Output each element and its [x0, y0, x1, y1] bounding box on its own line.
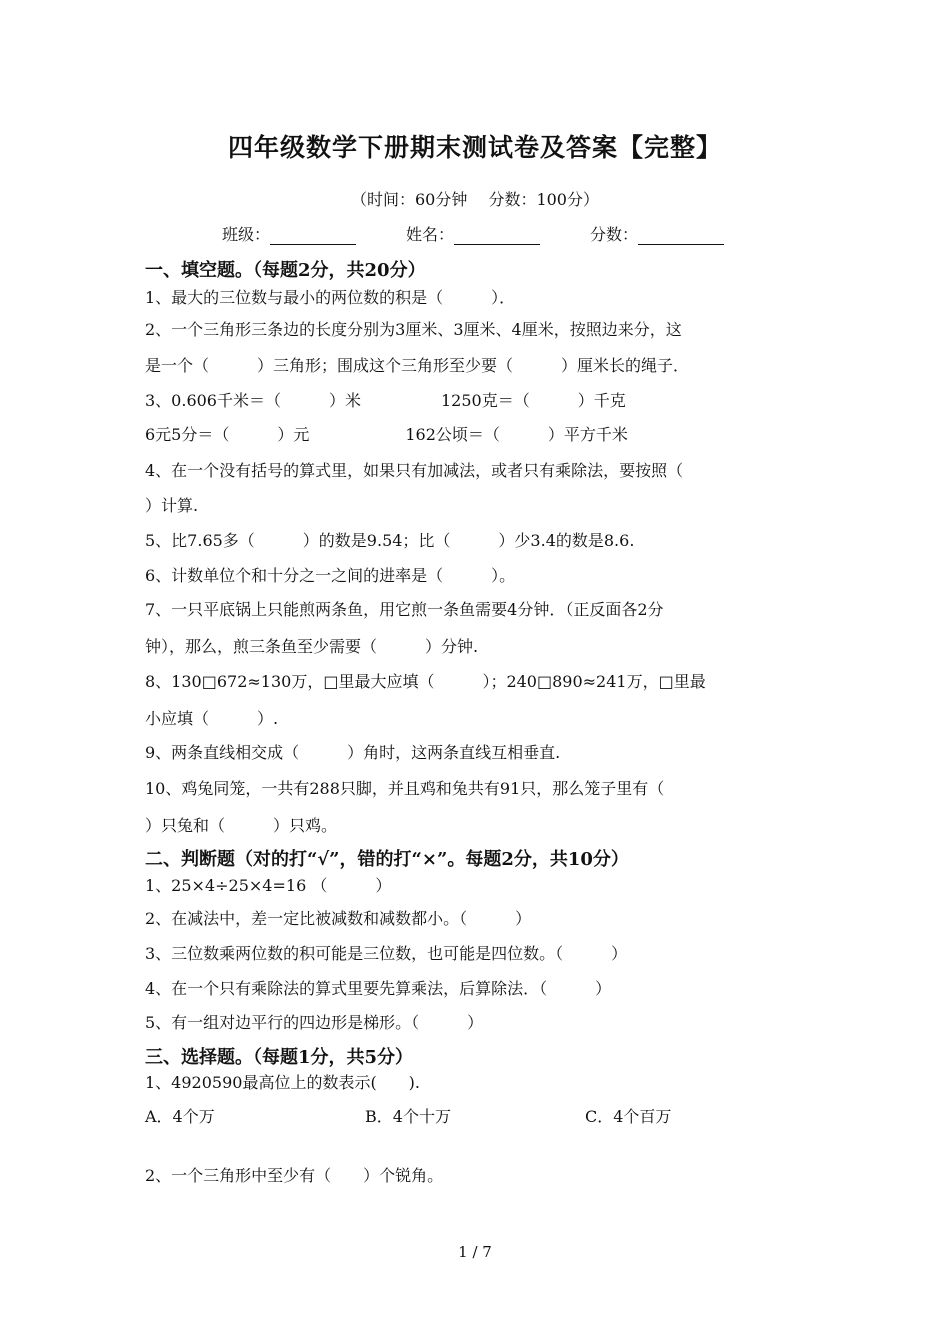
- class-field: [222, 222, 356, 245]
- name-blank[interactable]: [454, 228, 540, 245]
- question-line: 3、0.606千米＝（ ）米 1250克＝（ ）千克: [145, 391, 626, 410]
- question-line: 5、有一组对边平行的四边形是梯形。（ ）: [145, 1013, 484, 1032]
- section1-heading: 一、填空题。（每题2分，共20分）: [145, 260, 426, 281]
- question-line: 1、最大的三位数与最小的两位数的积是（ ）．: [145, 288, 516, 307]
- option-c: C．4个百万: [585, 1107, 672, 1126]
- section2-heading: 二、判断题（对的打“√”，错的打“×”。每题2分，共10分）: [145, 849, 629, 870]
- question-line: 4、在一个没有括号的算式里，如果只有加减法，或者只有乘除法，要按照（: [145, 461, 684, 480]
- page-title: 四年级数学下册期末测试卷及答案【完整】: [227, 133, 722, 162]
- score-label: 分数：: [590, 225, 639, 244]
- class-blank[interactable]: [270, 228, 356, 245]
- question-line: 小应填（ ）.: [145, 709, 279, 728]
- class-label: 班级：: [222, 225, 271, 244]
- score-blank[interactable]: [638, 228, 724, 245]
- question-line: 1、25×4÷25×4=16 （ ）: [145, 876, 392, 895]
- question-line: 6元5分＝（ ）元 162公顷＝（ ）平方千米: [145, 425, 628, 444]
- question-line: ）只兔和（ ）只鸡。: [145, 816, 338, 835]
- name-field: [406, 222, 540, 245]
- question-line: 10、鸡兔同笼，一共有288只脚，并且鸡和兔共有91只，那么笼子里有（: [145, 779, 665, 798]
- question-line: 是一个（ ）三角形；围成这个三角形至少要（ ）厘米长的绳子．: [145, 356, 690, 375]
- score-field: [590, 222, 724, 245]
- option-b: B．4个十万: [365, 1107, 451, 1126]
- section3-heading: 三、选择题。（每题1分，共5分）: [145, 1047, 414, 1068]
- question-line: 7、一只平底锅上只能煎两条鱼，用它煎一条鱼需要4分钟．（正反面各2分: [145, 600, 664, 619]
- question-line: 6、计数单位个和十分之一之间的进率是（ ）。: [145, 566, 516, 585]
- question-line: 2、一个三角形中至少有（ ）个锐角。: [145, 1166, 444, 1185]
- question-line: 2、在减法中，差一定比被减数和减数都小。（ ）: [145, 909, 532, 928]
- question-line: 钟），那么，煎三条鱼至少需要（ ）分钟.: [145, 637, 479, 656]
- page-number: 1 / 7: [458, 1243, 492, 1261]
- student-info-row: [222, 222, 724, 245]
- question-line: 2、一个三角形三条边的长度分别为3厘米、3厘米、4厘米，按照边来分，这: [145, 320, 682, 339]
- option-a: A．4个万: [145, 1107, 215, 1126]
- name-label: 姓名：: [406, 225, 455, 244]
- question-line: 5、比7.65多（ ）的数是9.54；比（ ）少3.4的数是8.6.: [145, 531, 635, 550]
- question-line: ）计算.: [145, 496, 199, 515]
- question-line: 8、130□672≈130万，□里最大应填（ ）；240□890≈241万，□里最: [145, 672, 706, 691]
- exam-time-score: （时间：60分钟 分数：100分）: [351, 190, 599, 209]
- question-line: 3、三位数乘两位数的积可能是三位数，也可能是四位数。（ ）: [145, 944, 628, 963]
- question-line: 9、两条直线相交成（ ）角时，这两条直线互相垂直.: [145, 743, 561, 762]
- question-line: 1、4920590最高位上的数表示( ).: [145, 1073, 421, 1092]
- question-line: 4、在一个只有乘除法的算式里要先算乘法，后算除法．（ ）: [145, 979, 612, 998]
